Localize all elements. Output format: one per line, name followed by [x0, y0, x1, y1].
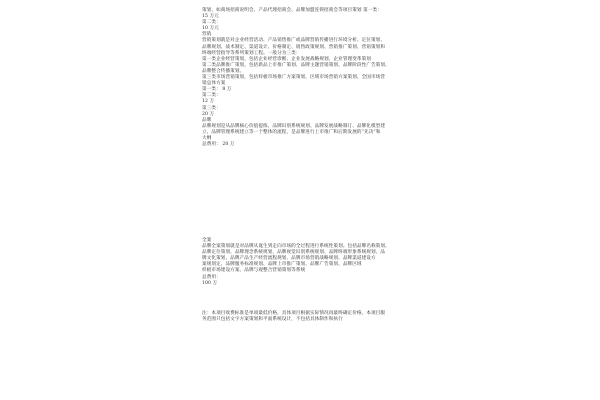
- note-section: [202, 311, 414, 324]
- text-line: 品牌规划是从品牌核心价值提炼、品牌识别系统规划、品牌发展战略制订、品牌化模型建: [202, 123, 386, 129]
- service-pricing-section: [202, 8, 414, 148]
- note-line: 务范围只包括文字方案策划和平面系统设计，不包括具体制作和执行: [202, 317, 343, 323]
- full-plan-section: [202, 238, 414, 287]
- text-line: 样板市场建设方案、品牌与观整合营销策划等系统: [202, 268, 306, 274]
- text-line: 第二类：: [202, 93, 221, 99]
- text-line: 12 万: [202, 99, 215, 105]
- text-line: 营销策划就是对企业经营活动、产品销售推广或品牌营销传播进行环境分析、定位策划、: [202, 38, 386, 44]
- total-fee-label: 总费用：: [202, 274, 221, 280]
- text-line: 牌文化策划、品牌产品生产经营流程规划、品牌市场营销战略规划、品牌渠道建设方: [202, 256, 376, 262]
- text-line: 品牌整合传播策划。: [202, 68, 245, 74]
- section-heading-marketing: 营销: [202, 32, 212, 38]
- text-line: 案规划定、品牌服务标准规划、品牌上市推广策划、品牌广告策划、品牌区域: [202, 262, 362, 268]
- total-fee-value: 100 万: [202, 280, 218, 286]
- text-line: 品牌全案策划就是对品牌从诞生到走向市场的全过程进行系统性策划。包括品牌名称策划、: [202, 244, 390, 250]
- text-line: 第二类：: [202, 20, 221, 26]
- text-line: 品牌规划、战术制定、渠道设计、价格制定、销售政策规划、营销推广策划、营销策划和: [202, 44, 386, 50]
- text-line: 立、品牌管理系统建立等一个整体的流程，是品牌进行上市推广和后期发展的“先决”和: [202, 129, 381, 135]
- text-line: 20 万: [202, 111, 215, 117]
- text-line: 品牌定位策划、品牌理念系统规划、品牌视觉识别系统规划、品牌终端形象系统规划、品: [202, 250, 386, 256]
- section-heading-brand: 品牌: [202, 117, 212, 123]
- text-line: 终端经营指导等系列策划工程。一般分为三类：: [202, 50, 301, 56]
- text-line: 第一类企业经营策划，包括企业经营诊断、企业发展战略规划、企业管理变革策划: [202, 56, 371, 62]
- text-line: 15 万元: [202, 14, 219, 20]
- text-line: 销总体方案: [202, 81, 226, 87]
- note-line: 注：本项目收费标准是单项最低价格，具体项目根据实际情况再最终确定价格。本项目服: [202, 311, 386, 316]
- text-line: 第三类：: [202, 105, 221, 111]
- total-fee-line: 总费用： 20 万: [202, 142, 235, 148]
- section-heading-full-plan: 全案: [202, 238, 212, 243]
- text-line: 大纲: [202, 135, 212, 141]
- text-line: 10 万元: [202, 26, 219, 32]
- text-line: 第三类市场营销策划，包括样板市场推广方案策划、区域市场营销方案策划、全国市场营: [202, 75, 386, 81]
- text-line: 策划、如商场招商说明会、产品代理招商会、品牌加盟连锁招商会等项目策划 第一类：: [202, 8, 382, 13]
- text-line: 第一类： 8 万: [202, 87, 232, 93]
- text-line: 第二类品牌推广策划，包括新品上市推广策划、品牌主题营销策划、品牌阶段性广告策划、: [202, 62, 390, 68]
